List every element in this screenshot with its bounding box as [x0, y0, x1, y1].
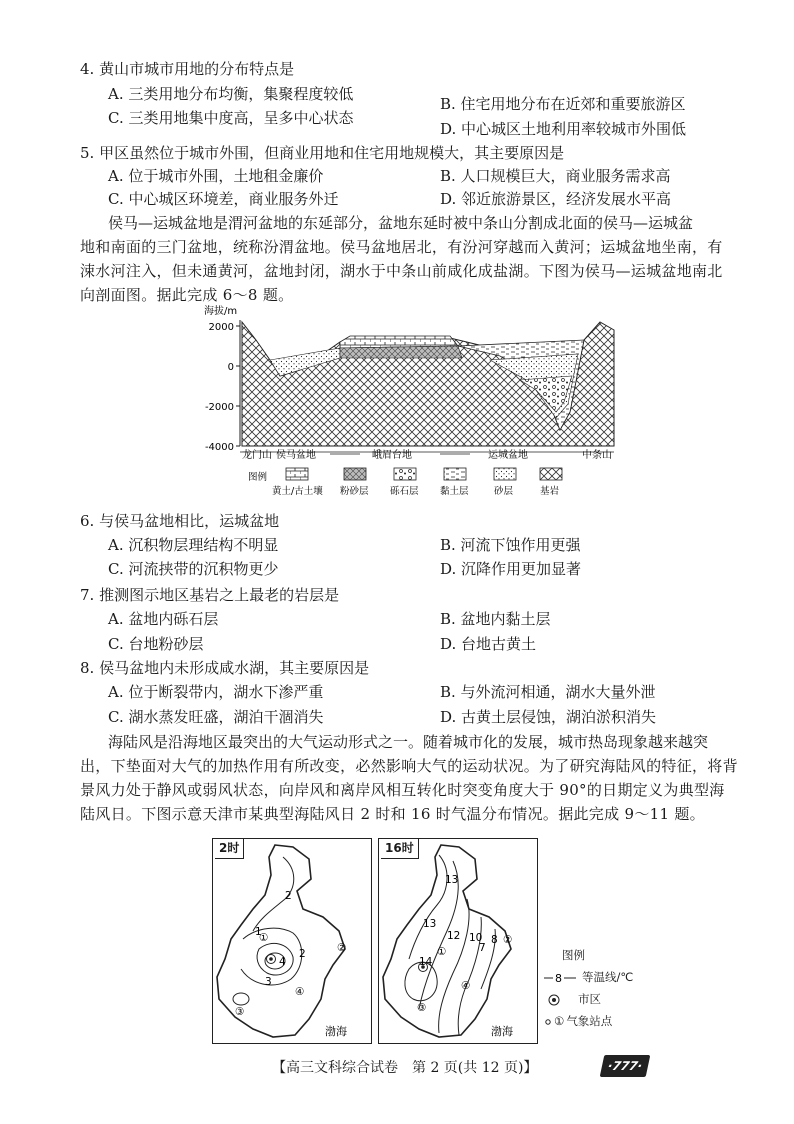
map-16h-station-4: ④	[461, 980, 471, 992]
question-6-option-a[interactable]: A. 沉积物层理结构不明显	[108, 536, 279, 554]
question-8-option-a[interactable]: A. 位于断裂带内，湖水下渗严重	[108, 683, 324, 701]
passage-2-line-4: 陆风日。下图示意天津市某典型海陆风日 2 时和 16 时气温分布情况。据此完成 9～11 题。	[80, 805, 705, 823]
question-8-stem: 8. 侯马盆地内未形成咸水湖，其主要原因是	[80, 659, 370, 677]
passage-1-line-4: 向剖面图。据此完成 6～8 题。	[80, 286, 294, 304]
profile-region-longmen: 龙门山	[242, 450, 272, 461]
question-8-option-b[interactable]: B. 与外流河相通，湖水大量外泄	[440, 683, 656, 701]
profile-region-zhongtiao: 中条山	[582, 450, 612, 461]
map-2h-tag: 2时	[215, 839, 244, 859]
map-legend-isotherm-label: 等温线/℃	[582, 970, 634, 985]
map-2h-label-2b: 2	[299, 948, 306, 960]
map-2h-station-1: ①	[259, 932, 269, 944]
map-legend-station-label: 气象站点	[566, 1014, 613, 1029]
map-legend-station-dot	[544, 1015, 554, 1029]
profile-y-label: 海拔/m	[204, 306, 238, 317]
profile-region-houma: 侯马盆地	[276, 450, 316, 461]
question-4-option-b[interactable]: B. 住宅用地分布在近郊和重要旅游区	[440, 95, 686, 113]
question-5-stem: 5. 甲区虽然位于城市外围，但商业用地和住宅用地规模大，其主要原因是	[80, 144, 565, 162]
map-legend-city-icon	[544, 993, 578, 1007]
geologic-profile-figure	[200, 300, 620, 510]
question-4-stem: 4. 黄山市城市用地的分布特点是	[80, 60, 295, 78]
profile-silt-layer	[340, 346, 462, 358]
map-2h-station-4: ④	[295, 986, 305, 998]
map-16h	[378, 838, 538, 1044]
passage-2-line-3: 景风力处于静风或弱风状态，向岸风和离岸风相互转化时突变角度大于 90°的日期定义为典型海	[80, 781, 725, 799]
passage-1-line-2: 地和南面的三门盆地，统称汾渭盆地。侯马盆地居北，有汾河穿越而入黄河；运城盆地坐南，有	[80, 238, 723, 256]
map-16h-station-2: ②	[503, 934, 513, 946]
map-16h-label-14: 14	[419, 956, 433, 968]
question-7-option-a[interactable]: A. 盆地内砾石层	[108, 610, 219, 628]
question-8-option-c[interactable]: C. 湖水蒸发旺盛，湖泊干涸消失	[108, 708, 324, 726]
map-legend-isotherm-value: 8	[555, 972, 562, 985]
question-7-option-b[interactable]: B. 盆地内黏土层	[440, 610, 551, 628]
passage-1-line-1: 侯马—运城盆地是渭河盆地的东延部分，盆地东延时被中条山分割成北面的侯马—运城盆	[108, 214, 694, 232]
question-6-option-b[interactable]: B. 河流下蚀作用更强	[440, 536, 581, 554]
map-legend-isotherm-row	[544, 967, 674, 989]
passage-1-line-3: 涑水河注入，但未通黄河，盆地封闭，湖水于中条山前咸化成盐湖。下图为侯马—运城盆地南北	[80, 262, 723, 280]
map-2h-label-3: 3	[265, 976, 272, 988]
map-16h-station-1: ①	[437, 946, 447, 958]
question-6-option-c[interactable]: C. 河流挟带的沉积物更少	[108, 560, 279, 578]
map-2h	[212, 838, 372, 1044]
question-7-option-c[interactable]: C. 台地粉砂层	[108, 635, 204, 653]
profile-region-emei: 峨眉台地	[372, 450, 412, 461]
map-16h-label-13b: 13	[423, 918, 437, 930]
profile-region-yuncheng: 运城盆地	[488, 450, 528, 461]
question-4-option-d[interactable]: D. 中心城区土地利用率较城市外围低	[440, 120, 687, 138]
map-16h-station-3: ③	[417, 1002, 427, 1014]
page-badge: ·777·	[600, 1055, 651, 1077]
page-footer: 【高三文科综合试卷 第 2 页(共 12 页)】	[272, 1060, 538, 1076]
map-legend-title: 图例	[562, 948, 585, 963]
profile-legend-clay: 黏土层	[440, 486, 469, 497]
question-4-option-a[interactable]: A. 三类用地分布均衡，集聚程度较低	[108, 85, 354, 103]
profile-legend-title: 图例	[248, 472, 268, 483]
question-6-stem: 6. 与侯马盆地相比，运城盆地	[80, 512, 280, 530]
question-7-option-d[interactable]: D. 台地古黄土	[440, 635, 537, 653]
map-2h-label-4: 4	[279, 956, 286, 968]
profile-ytick-neg4000: -4000	[204, 442, 234, 453]
question-5-option-d[interactable]: D. 邻近旅游景区，经济发展水平高	[440, 190, 672, 208]
map-16h-label-8: 8	[491, 934, 498, 946]
map-16h-label-12: 12	[447, 930, 461, 942]
profile-legend-bedrock: 基岩	[540, 486, 560, 497]
profile-legend-loess: 黄土/古土壤	[272, 486, 323, 497]
profile-legend-gravel: 砾石层	[390, 486, 419, 497]
map-2h-sea-label: 渤海	[325, 1025, 347, 1038]
map-legend-city-row	[544, 989, 674, 1011]
map-2h-label-1: 1	[255, 926, 262, 938]
map-16h-tag: 16时	[381, 839, 419, 859]
map-16h-label-7: 7	[479, 942, 486, 954]
map-16h-sea-label: 渤海	[491, 1025, 513, 1038]
map-legend-city-label: 市区	[578, 992, 601, 1007]
profile-ytick-0: 0	[227, 362, 234, 373]
map-2h-station-2: ②	[337, 942, 347, 954]
map-16h-label-13a: 13	[445, 874, 459, 886]
question-5-option-c[interactable]: C. 中心城区环境差，商业服务外迁	[108, 190, 339, 208]
question-7-stem: 7. 推测图示地区基岩之上最老的岩层是	[80, 586, 340, 604]
profile-legend-silt: 粉砂层	[340, 486, 369, 497]
map-legend	[544, 945, 674, 1033]
profile-ytick-neg2000: -2000	[204, 402, 234, 413]
map-2h-station-3: ③	[235, 1006, 245, 1018]
profile-ytick-2000: 2000	[208, 322, 234, 333]
passage-2-line-2: 出，下垫面对大气的加热作用有所改变，必然影响大气的运动状况。为了研究海陆风的特征，将背	[80, 757, 738, 775]
question-6-option-d[interactable]: D. 沉降作用更加显著	[440, 560, 582, 578]
question-5-option-a[interactable]: A. 位于城市外围，土地租金廉价	[108, 167, 324, 185]
question-4-option-c[interactable]: C. 三类用地集中度高，呈多中心状态	[108, 109, 354, 127]
map-2h-label-2a: 2	[285, 890, 292, 902]
passage-2-line-1: 海陆风是沿海地区最突出的大气运动形式之一。随着城市化的发展，城市热岛现象越来越突	[108, 733, 709, 751]
map-legend-isotherm-icon	[544, 971, 582, 985]
question-8-option-d[interactable]: D. 古黄土层侵蚀，湖泊淤积消失	[440, 708, 657, 726]
map-16h-label-10: 10	[469, 932, 483, 944]
profile-legend-sand: 砂层	[494, 486, 514, 497]
map-legend-station-row	[544, 1011, 674, 1033]
map-legend-station-symbol: ①	[554, 1014, 565, 1029]
question-5-option-b[interactable]: B. 人口规模巨大，商业服务需求高	[440, 167, 671, 185]
